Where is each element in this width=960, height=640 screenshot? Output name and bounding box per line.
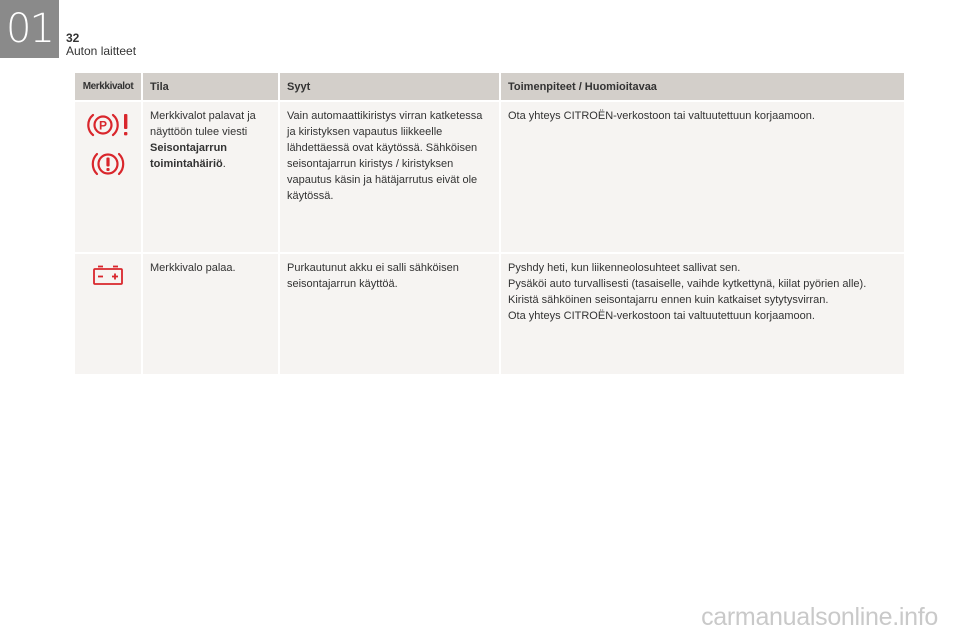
action-line: Pyshdy heti, kun liikenneolosuhteet sallivat sen. xyxy=(508,262,741,274)
table-header-row xyxy=(75,73,904,100)
state-suffix: . xyxy=(222,158,226,170)
table-row xyxy=(75,100,904,252)
action-line: Ota yhteys CITROËN-verkostoon tai valtuutettuun korjaamoon. xyxy=(508,310,815,322)
actions-cell xyxy=(501,100,904,252)
state-text: Merkkivalot palavat ja näyttöön tulee viesti xyxy=(150,110,256,138)
causes-cell: Vain automaattikiristys virran katketessa ja kiristyksen vapautus liikkeelle lähdettäessä ovat käytössä. Sähköisen seisontajarrun kiristys / kiristyksen vapautus käsin ja hätäjarrutus eivät ole käytössä. xyxy=(280,100,501,252)
battery-icon xyxy=(91,264,125,286)
parking-brake-p-exclamation-icon xyxy=(84,112,132,138)
page-number: 32 xyxy=(66,31,80,45)
causes-cell: Purkautunut akku ei salli sähköisen seisontajarrun käyttöä. xyxy=(280,252,501,374)
warning-icons-cell xyxy=(75,252,143,374)
column-header-lights: Merkkivalot xyxy=(75,73,143,100)
column-header-actions: Toimenpiteet / Huomioitavaa xyxy=(501,73,904,100)
actions-cell xyxy=(501,252,904,374)
action-line: Kiristä sähköinen seisontajarru ennen kuin katkaiset sytytysvirran. xyxy=(508,294,829,306)
state-cell: Merkkivalo palaa. xyxy=(143,252,280,374)
column-header-state: Tila xyxy=(143,73,280,100)
warning-icons-cell xyxy=(75,100,143,252)
chapter-tab: 01 xyxy=(0,0,59,58)
column-header-causes: Syyt xyxy=(280,73,501,100)
section-title: Auton laitteet xyxy=(66,44,137,58)
warning-lights-table xyxy=(75,73,904,374)
state-cell xyxy=(143,100,280,252)
svg-text:P: P xyxy=(98,118,108,133)
action-line: Ota yhteys CITROËN-verkostoon tai valtuutettuun korjaamoon. xyxy=(508,110,815,122)
state-message-bold: Seisontajarrun toimintahäiriö xyxy=(150,142,228,170)
action-line: Pysäköi auto turvallisesti (tasaiselle, vaihde kytkettynä, kiilat pyörien alle). xyxy=(508,278,867,290)
table-row xyxy=(75,252,904,374)
brake-circle-exclamation-icon xyxy=(91,150,125,178)
watermark: carmanualsonline.info xyxy=(701,603,938,631)
